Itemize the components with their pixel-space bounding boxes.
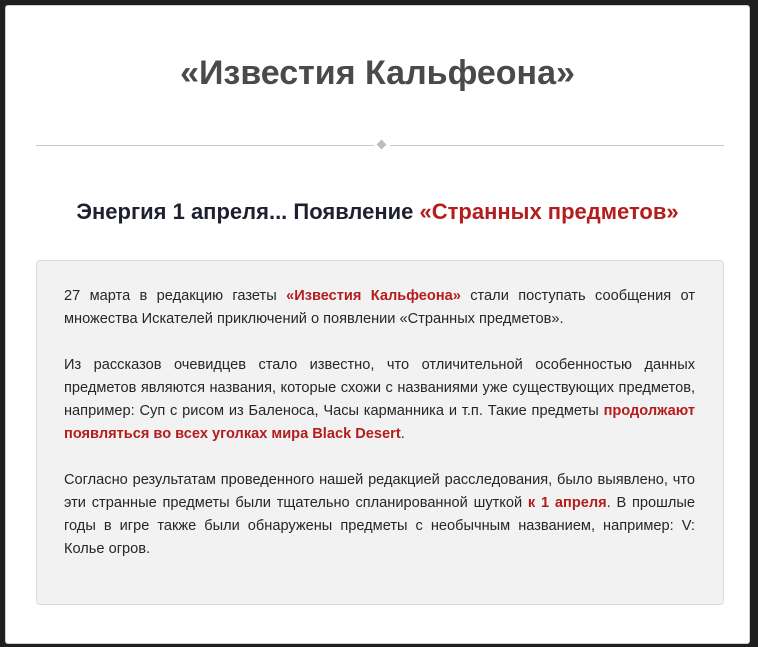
paragraph-text: Из рассказов очевидцев стало известно, что отличительной особенностью данных предметов являются названия, которые схожи с названиями уже существующих предметов, например: Суп с рисом из Баленоса, Часы карманника и т.п. Такие предметы: [64, 357, 695, 419]
divider-ornament: [374, 137, 390, 153]
subtitle-highlight: «Странных предметов»: [419, 199, 679, 224]
page-title: «Известия Кальфеона»: [180, 54, 575, 92]
paragraph-text: 27 марта в редакцию газеты: [64, 288, 287, 304]
paragraph-highlight: к 1 апреля: [527, 495, 607, 511]
paragraph-highlight: продолжают появляться во всех уголках мира Black Desert: [64, 403, 695, 442]
diamond-ornament-icon: [377, 140, 387, 150]
article-subtitle: [6, 196, 749, 228]
article-card: [36, 260, 724, 605]
subtitle-text: Энергия 1 апреля... Появление: [76, 199, 420, 224]
paragraph-highlight: «Известия Кальфеона»: [286, 288, 461, 304]
news-frame: [5, 5, 750, 644]
article-paragraph-3: [64, 469, 695, 561]
paragraph-text: .: [400, 426, 405, 442]
paragraph-text: Согласно результатам проведенного нашей редакцией расследования, было выявлено, что эти странные предметы были тщательно спланированной шуткой: [64, 472, 695, 511]
paragraph-text: . В прошлые годы в игре также были обнаружены предметы с необычным названием, например: V: Колье огров.: [64, 495, 695, 557]
article-paragraph-1: [64, 285, 695, 331]
paragraph-text: стали поступать сообщения от множества Искателей приключений о появлении «Странных предметов».: [64, 288, 696, 327]
article-paragraph-2: [64, 354, 695, 446]
